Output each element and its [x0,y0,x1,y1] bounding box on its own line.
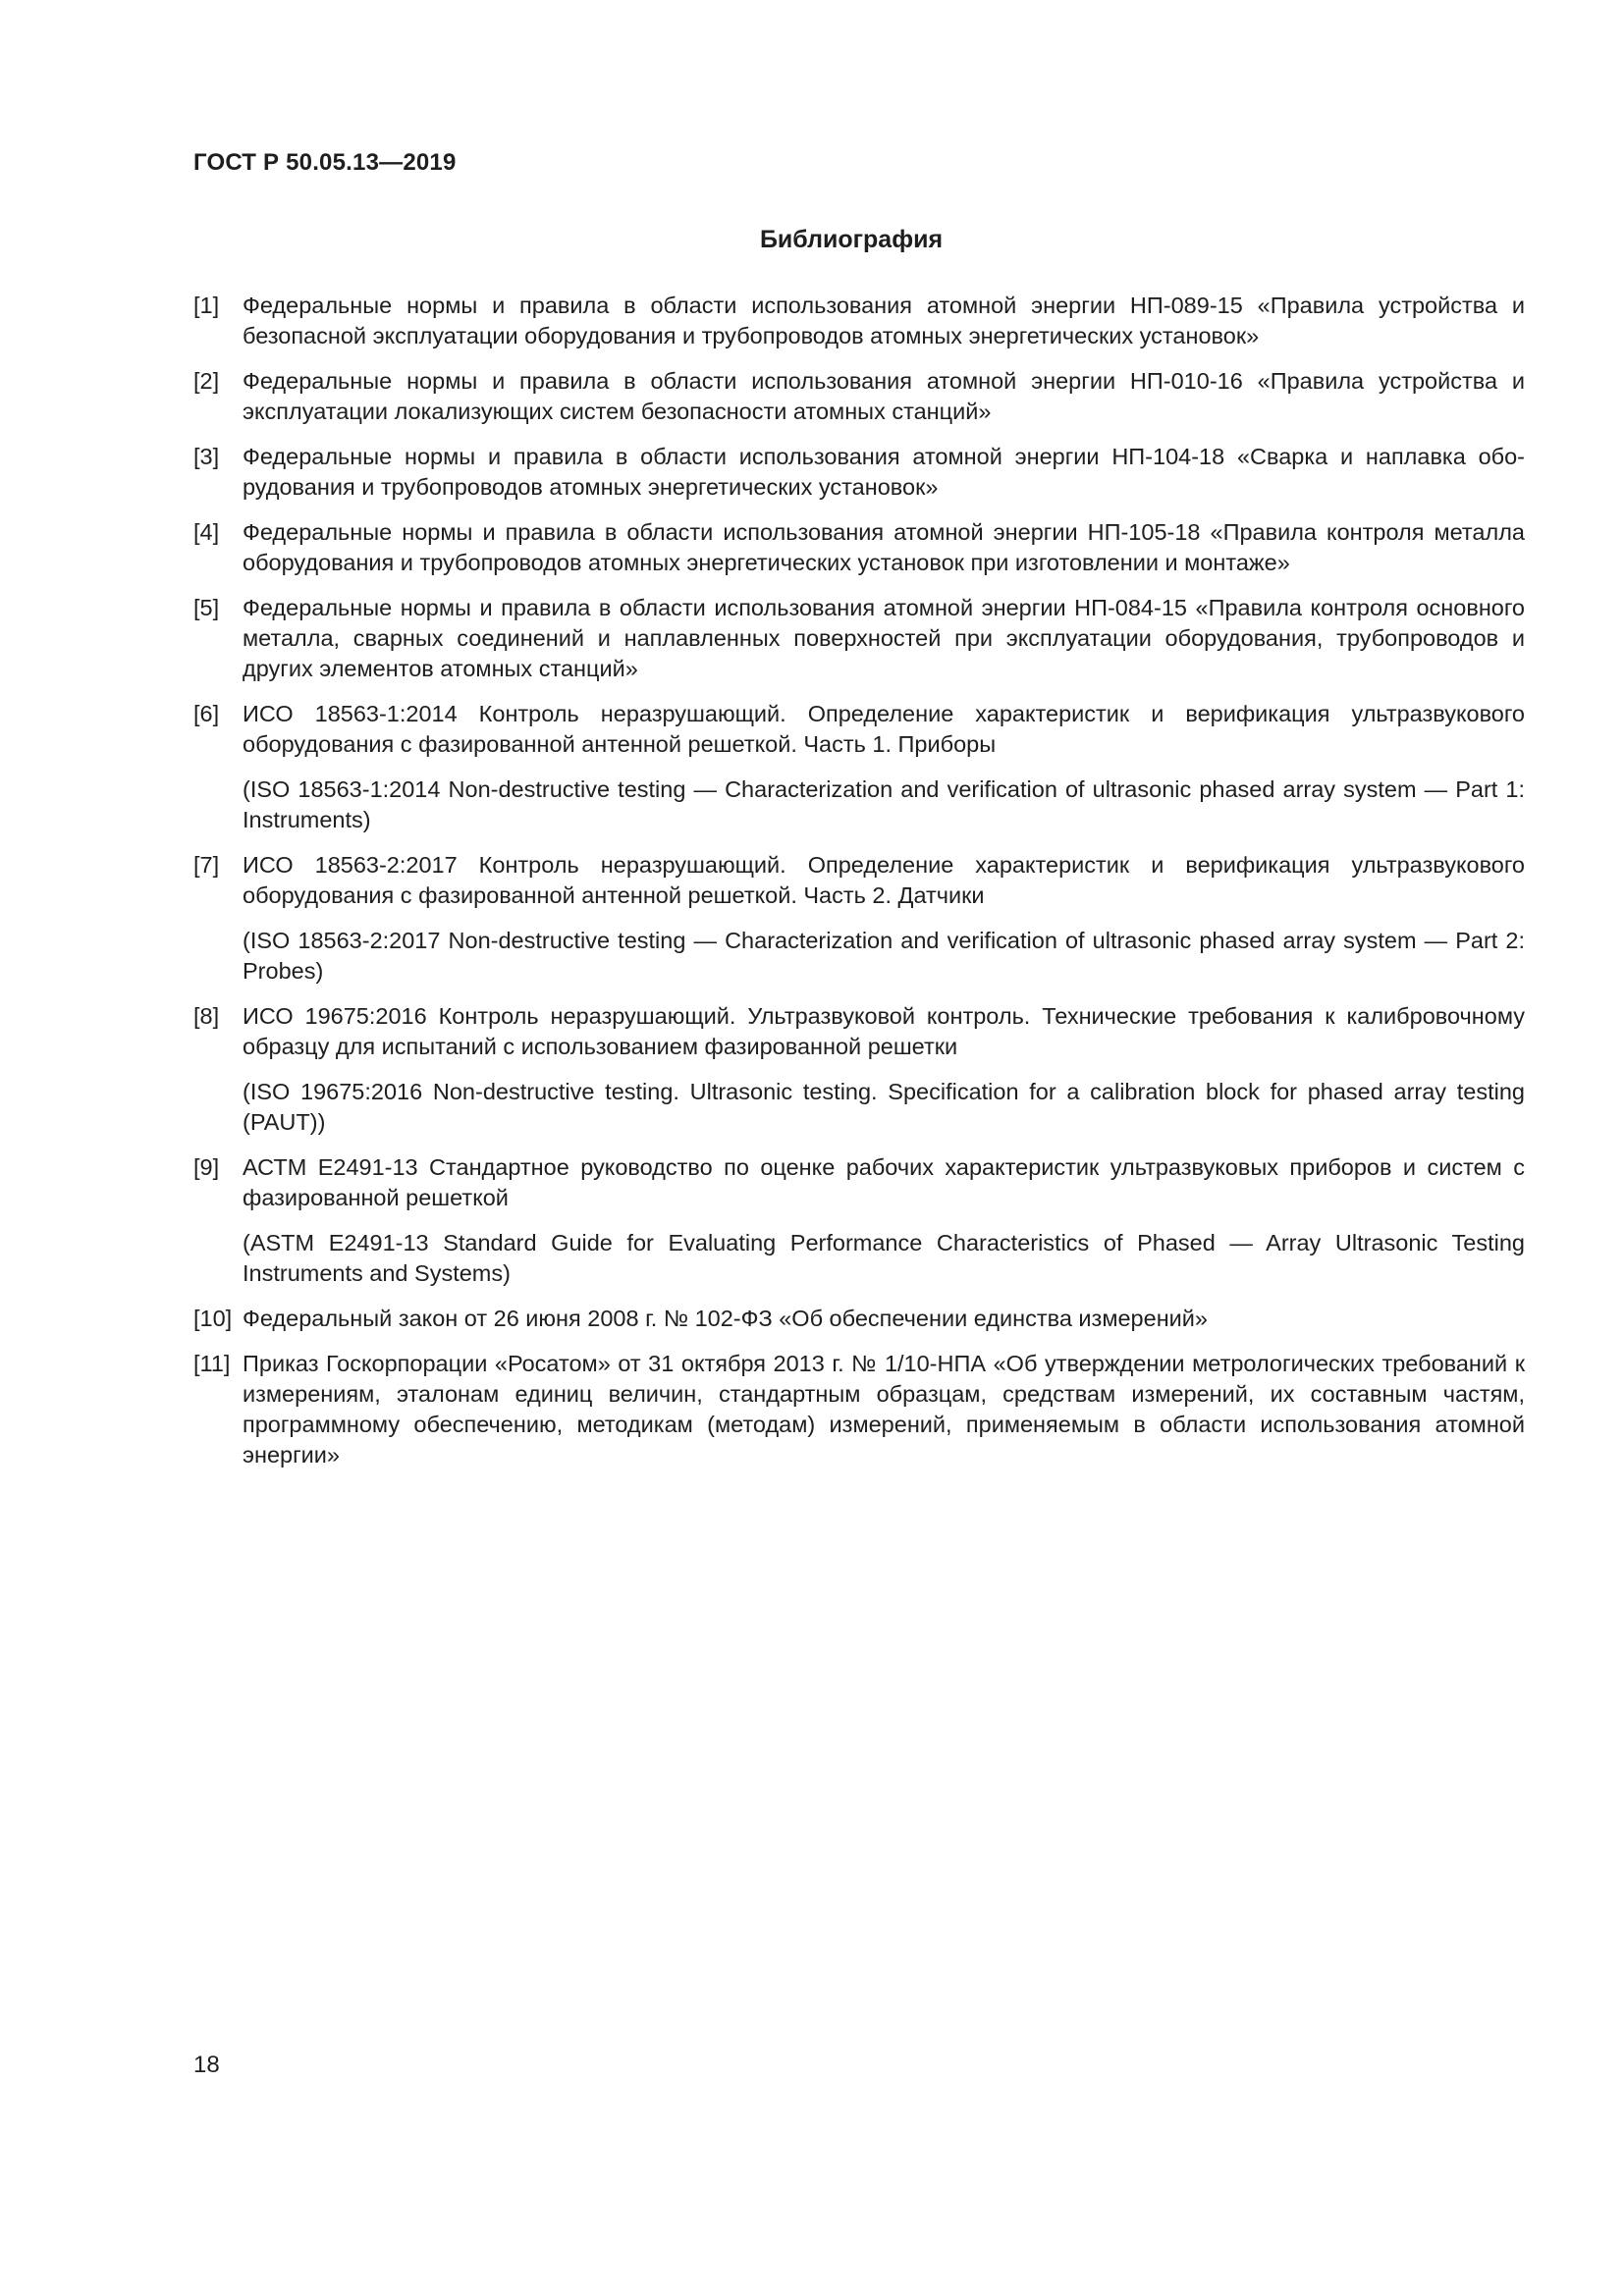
section-title: Библиография [759,226,944,253]
entry-text: Приказ Госкорпорации «Росатом» от 31 октября 2013 г. № 1/10-НПА «Об утверждении метрологических требований к измерениям, эталонам единиц величин, стандартным образцам, средствам измерений, их составным частям, программному обеспечению, методикам (методам) измерений, применяемым в области использования атомной энергии» [243,1351,1525,1468]
bibliography-entry [193,593,1525,684]
page-number: 18 [193,2052,220,2078]
entry-text: Федеральные нормы и правила в области использования атомной энергии НП-084-15 «Правила контроля основного металла, сварных соединений и наплавленных поверхностей при эксплуатации оборудования, трубопроводов и других элементов атомных станций» [243,595,1525,681]
entry-number: [3] [193,444,220,469]
bibliography-entry [193,442,1525,503]
entry-text: ИСО 18563-1:2014 Контроль неразрушающий. Определение характеристик и верификация ультразвукового оборудования с фазированной антенной решеткой. Часть 1. Приборы [243,701,1525,757]
entry-number: [9] [193,1154,220,1180]
entry-translation: (ISO 18563-2:2017 Non-destructive testing — Characterization and verification of ultrasonic phased array system — Part 2: Probes) [243,928,1525,984]
bibliography-entry [193,291,1525,351]
entry-translation: (ASTM E2491-13 Standard Guide for Evaluating Performance Characteristics of Phased — Array Ultrasonic Testing Instruments and Systems) [243,1230,1525,1286]
bibliography-entry [193,1152,1525,1289]
entry-translation: (ISO 19675:2016 Non-destructive testing. Ultrasonic testing. Specification for a calibration block for phased array testing (PAUT)) [243,1079,1525,1135]
entry-number: [7] [193,852,220,878]
bibliography-entry [193,850,1525,987]
entry-number: [1] [193,293,220,318]
bibliography-entry [193,1304,1525,1334]
entry-number: [2] [193,368,220,394]
bibliography-entry [193,699,1525,835]
entry-text: Федеральный закон от 26 июня 2008 г. № 102-ФЗ «Об обеспечении единства измерений» [243,1306,1208,1331]
entry-translation: (ISO 18563-1:2014 Non-destructive testing — Characterization and verification of ultrasonic phased array system — Part 1: Instruments) [243,776,1525,832]
entry-number: [6] [193,701,220,726]
entry-number: [10] [193,1306,233,1331]
entry-text: ИСО 18563-2:2017 Контроль неразрушающий. Определение характеристик и верификация ультразвукового оборудования с фазированной антенной решеткой. Часть 2. Датчики [243,852,1525,908]
bibliography-entry [193,1349,1525,1470]
entry-number: [8] [193,1003,220,1029]
entry-text: Федеральные нормы и правила в области использования атомной энергии НП-010-16 «Правила устройства и эксплуатации локализующих систем безопасности атомных станций» [243,368,1525,424]
document-code-header: ГОСТ Р 50.05.13—2019 [193,149,457,176]
entry-text: Федеральные нормы и правила в области использования атомной энергии НП-105-18 «Правила контроля металла оборудования и трубопроводов атомных энергетических установок при изготовлении и монтаже» [243,519,1525,575]
entry-text: ИСО 19675:2016 Контроль неразрушающий. Ультразвуковой контроль. Технические требования к калибровочному образцу для испытаний с использованием фазированной решетки [243,1003,1525,1059]
entry-number: [5] [193,595,220,620]
bibliography-entry [193,366,1525,427]
bibliography-entry [193,517,1525,578]
bibliography-list [193,291,1525,1485]
entry-text: Федеральные нормы и правила в области использования атомной энергии НП-089-15 «Правила устройства и безопасной эксплуатации оборудования и трубопроводов атомных энергетических установок» [243,293,1525,348]
entry-number: [4] [193,519,220,545]
entry-text: АСТМ Е2491-13 Стандартное руководство по оценке рабочих характеристик ультразвуковых приборов и систем с фазированной решеткой [243,1154,1525,1210]
bibliography-entry [193,1001,1525,1138]
entry-text: Федеральные нормы и правила в области использования атомной энергии НП-104-18 «Сварка и наплавка оборудования и трубопроводов атомных энергетических установок» [243,444,1525,500]
entry-number: [11] [193,1351,231,1376]
